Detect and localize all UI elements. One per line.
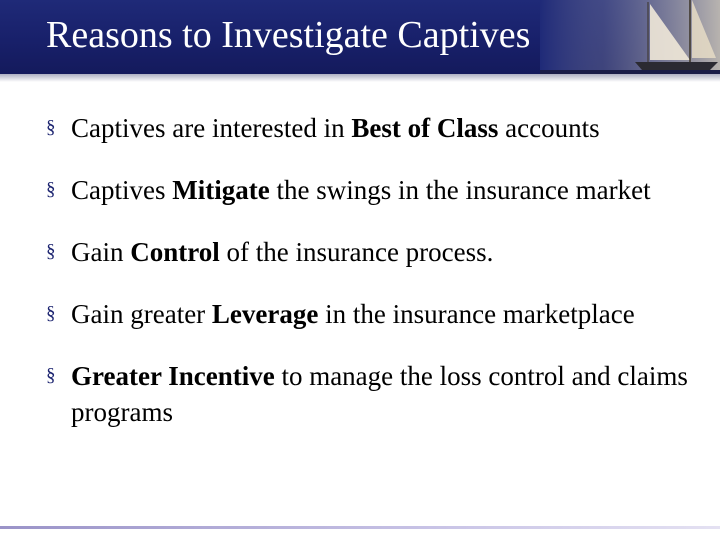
bullet-text: to manage the loss control and claims programs (71, 361, 688, 427)
slide-title: Reasons to Investigate Captives (46, 14, 531, 56)
bullet-item (46, 172, 706, 208)
bullet-text: Captives (71, 175, 173, 205)
bullet-text: of the insurance process. (219, 237, 494, 267)
sailboat-image (540, 0, 720, 74)
bullet-emphasis: Greater Incentive (71, 361, 275, 391)
bullet-emphasis: Leverage (211, 299, 319, 329)
bullet-text: Gain greater (71, 299, 212, 329)
title-bar (0, 0, 720, 74)
bullet-text: Gain (71, 237, 131, 267)
bullet-emphasis: Control (130, 237, 220, 267)
bullet-item (46, 110, 706, 146)
bullet-marker-icon: § (46, 179, 56, 200)
bullet-marker-icon: § (46, 303, 56, 324)
bullet-text: in the insurance marketplace (318, 299, 635, 329)
bullet-marker-icon: § (46, 365, 56, 386)
bullet-text: accounts (498, 113, 600, 143)
bullet-item (46, 358, 706, 430)
bullet-item (46, 234, 706, 270)
title-shadow (0, 74, 720, 82)
bullet-emphasis: Best of Class (351, 113, 499, 143)
bullet-text: the swings in the insurance market (269, 175, 651, 205)
bullet-item (46, 296, 706, 332)
footer-divider (0, 526, 720, 529)
bullet-marker-icon: § (46, 117, 56, 138)
bullet-text: Captives are interested in (71, 113, 352, 143)
bullet-marker-icon: § (46, 241, 56, 262)
bullet-list (46, 110, 706, 456)
bullet-emphasis: Mitigate (172, 175, 270, 205)
